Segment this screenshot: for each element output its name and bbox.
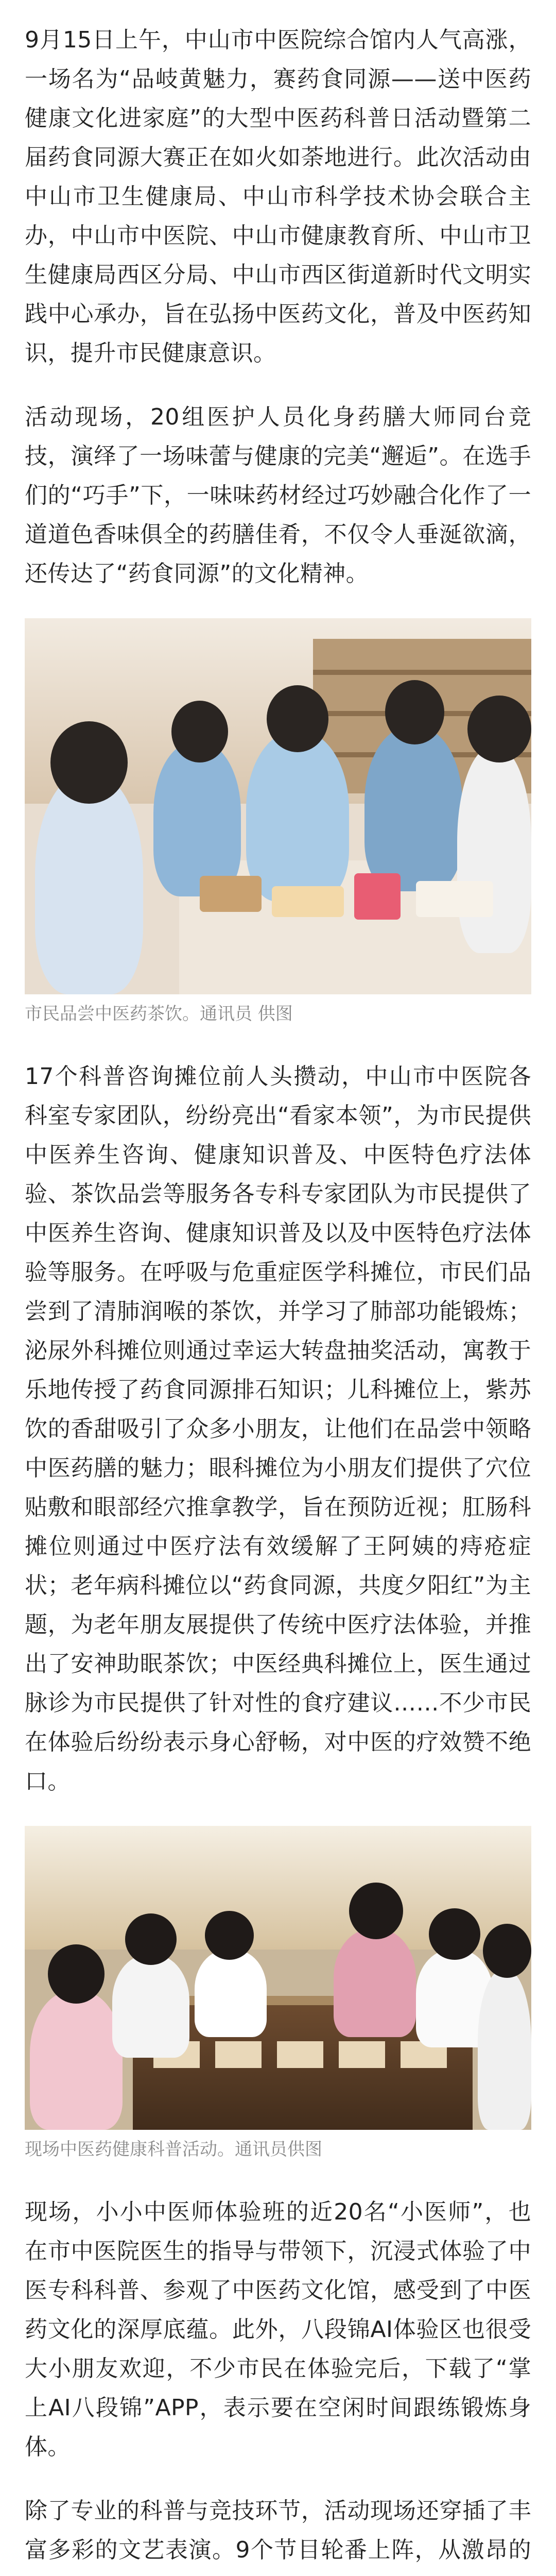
figure-caption-1: 市民品尝中医药茶饮。通讯员 供图 — [25, 1004, 293, 1024]
article-photo-science-activity — [25, 1826, 531, 2130]
article-paragraph-1: 9月15日上午，中山市中医院综合馆内人气高涨，一场名为“品岐黄魅力，赛药食同源——送中医药健康文化进家庭”的大型中医药科普日活动暨第二届药食同源大赛正在如火如荼地进行。此次活动由中山市卫生健康局、中山市科学技术协会联合主办，中山市中医院、中山市健康教育所、中山市卫生健康局西区分局、中山市西区街道新时代文明实践中心承办，旨在弘扬中医药文化，普及中医药知识，提升市民健康意识。 — [25, 27, 531, 366]
article-paragraph-5: 除了专业的科普与竞技环节，活动现场还穿插了丰富多彩的文艺表演。9个节目轮番上阵，从激昂的 — [25, 2498, 531, 2563]
article-paragraph-2: 活动现场，20组医护人员化身药膳大师同台竞技，演绎了一场味蕾与健康的完美“邂逅”。在选手们的“巧手”下，一味味药材经过巧妙融合化作了一道道色香味俱全的药膳佳肴，不仅令人垂涎欲滴，还传达了“药食同源”的文化精神。 — [25, 404, 531, 587]
article-body — [25, 21, 531, 2576]
article-paragraph-4: 现场，小小中医师体验班的近20名“小医师”，也在市中医院医生的指导与带领下，沉浸式体验了中医专科科普、参观了中医药文化馆，感受到了中医药文化的深厚底蕴。此外，八段锦AI体验区也很受大小朋友欢迎，不少市民在体验完后，下载了“掌上AI八段锦”APP，表示要在空闲时间跟练锻炼身体。 — [25, 2199, 531, 2460]
article-paragraph-3: 17个科普咨询摊位前人头攒动，中山市中医院各科室专家团队，纷纷亮出“看家本领”，为市民提供中医养生咨询、健康知识普及、中医特色疗法体验、茶饮品尝等服务各专科专家团队为市民提供了中医养生咨询、健康知识普及以及中医特色疗法体验等服务。在呼吸与危重症医学科摊位，市民们品尝到了清肺润喉的茶饮，并学习了肺部功能锻炼；泌尿外科摊位则通过幸运大转盘抽奖活动，寓教于乐地传授了药食同源排石知识；儿科摊位上，紫苏饮的香甜吸引了众多小朋友，让他们在品尝中领略中医药膳的魅力；眼科摊位为小朋友们提供了穴位贴敷和眼部经穴推拿教学，旨在预防近视；肛肠科摊位则通过中医疗法有效缓解了王阿姨的痔疮症状；老年病科摊位以“药食同源，共度夕阳红”为主题，为老年朋友展提供了传统中医疗法体验，并推出了安神助眠茶饮；中医经典科摊位上，医生通过脉诊为市民提供了针对性的食疗建议……不少市民在体验后纷纷表示身心舒畅，对中医的疗效赞不绝口。 — [25, 1063, 531, 1794]
article-photo-tea-tasting — [25, 618, 531, 994]
figure-caption-2: 现场中医药健康科普活动。通讯员供图 — [25, 2139, 322, 2160]
